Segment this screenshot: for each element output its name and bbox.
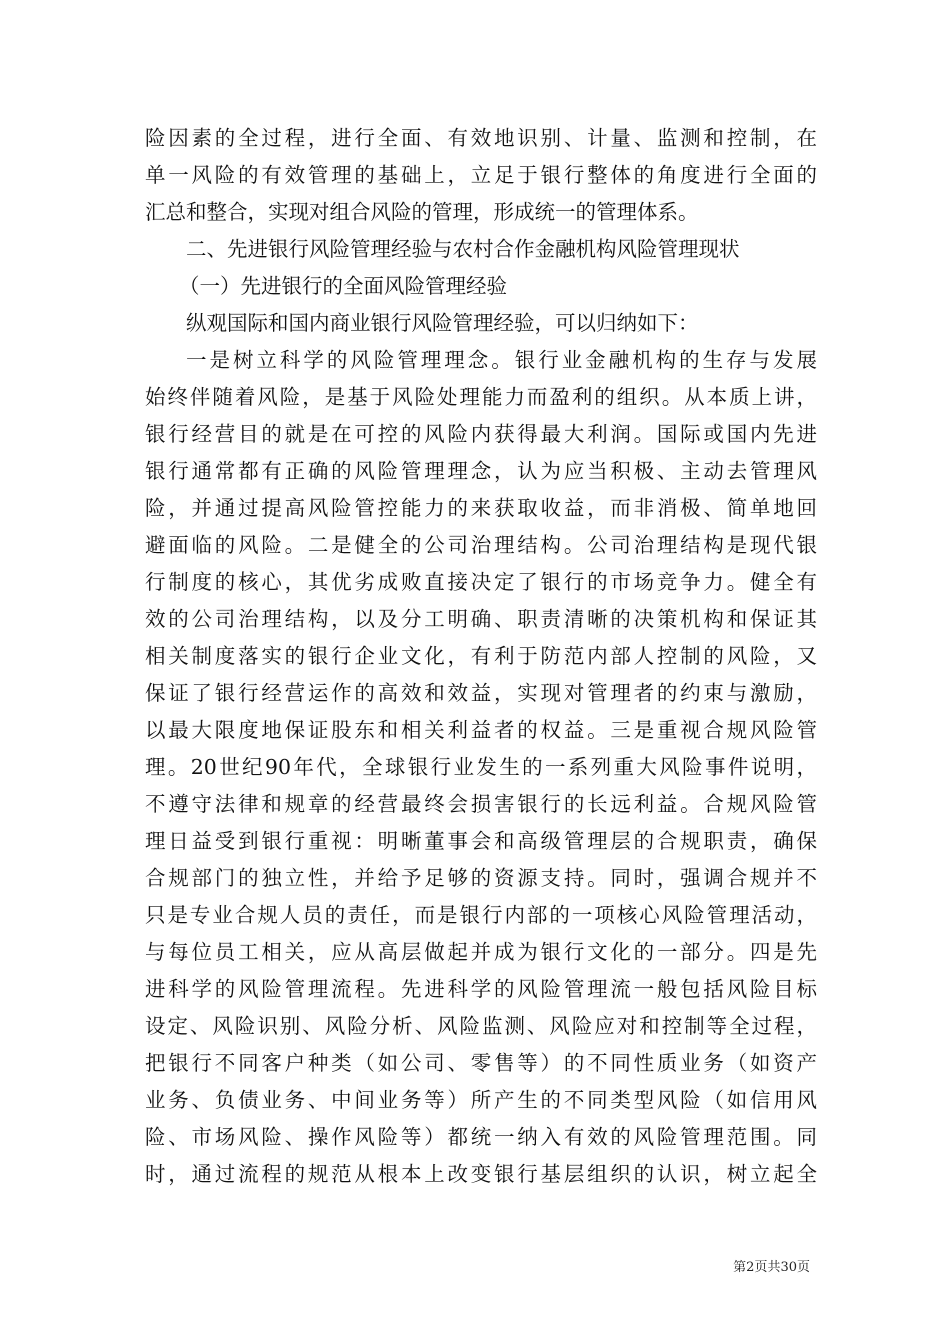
text-line: 理日益受到银行重视：明晰董事会和高级管理层的合规职责，确保: [145, 829, 817, 853]
text-line: 纵观国际和国内商业银行风险管理经验，可以归纳如下：: [186, 311, 699, 335]
text-line: 进科学的风险管理流程。先进科学的风险管理流一般包括风险目标: [145, 977, 817, 1001]
text-line: 以最大限度地保证股东和相关利益者的权益。三是重视合规风险管: [145, 718, 817, 742]
page-footer: 第2页共30页: [733, 1260, 810, 1275]
text-line: 不遵守法律和规章的经营最终会损害银行的长远利益。合规风险管: [145, 792, 817, 816]
text-line: 业务、负债业务、中间业务等）所产生的不同类型风险（如信用风: [145, 1088, 817, 1112]
text-line: 把银行不同客户种类（如公司、零售等）的不同性质业务（如资产: [145, 1051, 817, 1075]
text-line: 理。20世纪90年代，全球银行业发生的一系列重大风险事件说明，: [145, 755, 817, 779]
text-line: 避面临的风险。二是健全的公司治理结构。公司治理结构是现代银: [145, 533, 817, 557]
text-line: 单一风险的有效管理的基础上，立足于银行整体的角度进行全面的: [145, 163, 817, 187]
text-line: 合规部门的独立性，并给予足够的资源支持。同时，强调合规并不: [145, 866, 817, 890]
text-line: 银行通常都有正确的风险管理理念，认为应当积极、主动去管理风: [145, 459, 817, 483]
text-line: 行制度的核心，其优劣成败直接决定了银行的市场竞争力。健全有: [145, 570, 817, 594]
text-line: 银行经营目的就是在可控的风险内获得最大利润。国际或国内先进: [145, 422, 817, 446]
text-line: 险、市场风险、操作风险等）都统一纳入有效的风险管理范围。同: [145, 1125, 817, 1149]
text-line: 只是专业合规人员的责任，而是银行内部的一项核心风险管理活动，: [145, 903, 817, 927]
body-text: [145, 120, 817, 1193]
text-line: 时，通过流程的规范从根本上改变银行基层组织的认识，树立起全: [145, 1162, 817, 1186]
text-line: 与每位员工相关，应从高层做起并成为银行文化的一部分。四是先: [145, 940, 817, 964]
text-line: 保证了银行经营运作的高效和效益，实现对管理者的约束与激励，: [145, 681, 817, 705]
text-line: （一）先进银行的全面风险管理经验: [179, 274, 507, 298]
text-line: 二、先进银行风险管理经验与农村合作金融机构风险管理现状: [186, 237, 740, 261]
text-line: 险因素的全过程，进行全面、有效地识别、计量、监测和控制，在: [145, 126, 817, 150]
text-line: 效的公司治理结构，以及分工明确、职责清晰的决策机构和保证其: [145, 607, 817, 631]
text-line: 始终伴随着风险，是基于风险处理能力而盈利的组织。从本质上讲，: [145, 385, 817, 409]
text-line: 相关制度落实的银行企业文化，有利于防范内部人控制的风险，又: [145, 644, 817, 668]
text-line: 设定、风险识别、风险分析、风险监测、风险应对和控制等全过程，: [145, 1014, 817, 1038]
text-line: 一是树立科学的风险管理理念。银行业金融机构的生存与发展: [186, 348, 817, 372]
text-line: 险，并通过提高风险管控能力的来获取收益，而非消极、简单地回: [145, 496, 817, 520]
text-line: 汇总和整合，实现对组合风险的管理，形成统一的管理体系。: [145, 200, 699, 224]
